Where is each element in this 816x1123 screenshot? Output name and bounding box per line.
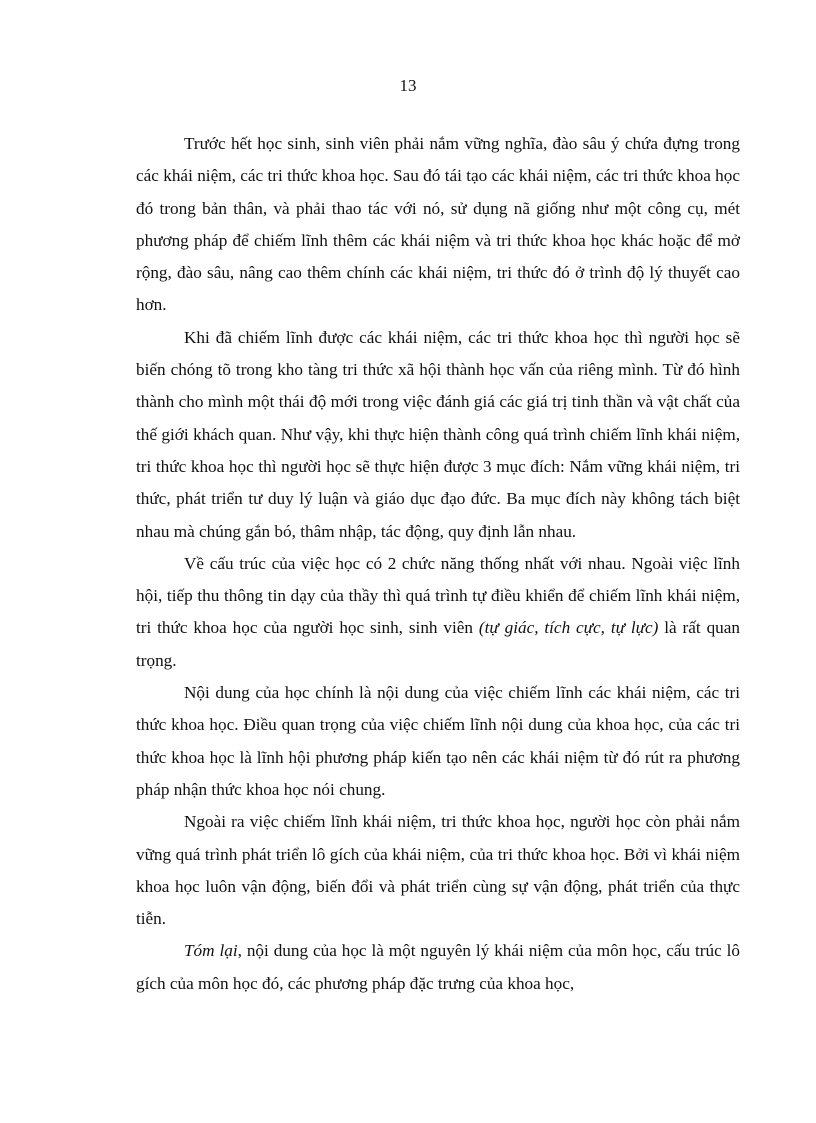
paragraph-3 bbox=[136, 548, 740, 677]
paragraph-5: Ngoài ra việc chiếm lĩnh khái niệm, tri thức khoa học, người học còn phải nắm vững quá trình phát triển lô gích của khái niệm, của tri thức khoa học. Bởi vì khái niệm khoa học luôn vận động, biến đổi và phát triển cùng sự vận động, phát triển của thực tiễn. bbox=[136, 812, 740, 929]
paragraph-3-start: Về cấu trúc của việc học có 2 chức năng thống nhất với nhau. Ngoài việc lĩnh hội, tiếp thu thông tin dạy của thầy thì quá trình tự điều khiển để chiếm lĩnh khái niệm, tri thức khoa học của người học sinh, sinh viên bbox=[136, 553, 740, 638]
paragraph-6 bbox=[136, 935, 740, 1000]
paragraph-4: Nội dung của học chính là nội dung của việc chiếm lĩnh các khái niệm, các tri thức khoa học. Điều quan trọng của việc chiếm lĩnh nội dung của khoa học, của các tri thức khoa học là lĩnh hội phương pháp kiến tạo nên các khái niệm từ đó rút ra phương pháp nhận thức khoa học nói chung. bbox=[136, 683, 740, 799]
body-text bbox=[136, 128, 740, 1000]
page-number: 13 bbox=[399, 76, 417, 95]
paragraph-6-rest: , nội dung của học là một nguyên lý khái niệm của môn học, cấu trúc lô gích của môn học đó, các phương pháp đặc trưng của khoa học, bbox=[136, 941, 740, 993]
paragraph-6-italic: Tóm lại bbox=[184, 941, 238, 961]
paragraph-1: Trước hết học sinh, sinh viên phải nắm vững nghĩa, đào sâu ý chứa đựng trong các khái niệm, các tri thức khoa học. Sau đó tái tạo các khái niệm, các tri thức khoa học đó trong bản thân, và phải thao tác với nó, sử dụng nã giống như một công cụ, mét phương pháp để chiếm lĩnh thêm các khái niệm và tri thức khoa học khác hoặc để mở rộng, đào sâu, nâng cao thêm chính các khái niệm, tri thức đó ở trình độ lý thuyết cao hơn. bbox=[136, 134, 740, 315]
paragraph-3-end: là rất quan trọng. bbox=[136, 618, 740, 670]
paragraph-3-italic: (tự giác, tích cực, tự lực) bbox=[478, 618, 659, 638]
paragraph-2: Khi đã chiếm lĩnh được các khái niệm, các tri thức khoa học thì người học sẽ biến chóng tõ trong kho tàng tri thức xã hội thành học vấn của riêng mình. Từ đó hình thành cho mình một thái độ mới trong việc đánh giá các giá trị tinh thần và vật chất của thế giới khách quan. Như vậy, khi thực hiện thành công quá trình chiếm lĩnh khái niệm, tri thức khoa học thì người học sẽ thực hiện được 3 mục đích: Nắm vững khái niệm, tri thức, phát triển tư duy lý luận và giáo dục đạo đức. Ba mục đích này không tách biệt nhau mà chúng gắn bó, thâm nhập, tác động, quy định lẫn nhau. bbox=[136, 327, 740, 541]
